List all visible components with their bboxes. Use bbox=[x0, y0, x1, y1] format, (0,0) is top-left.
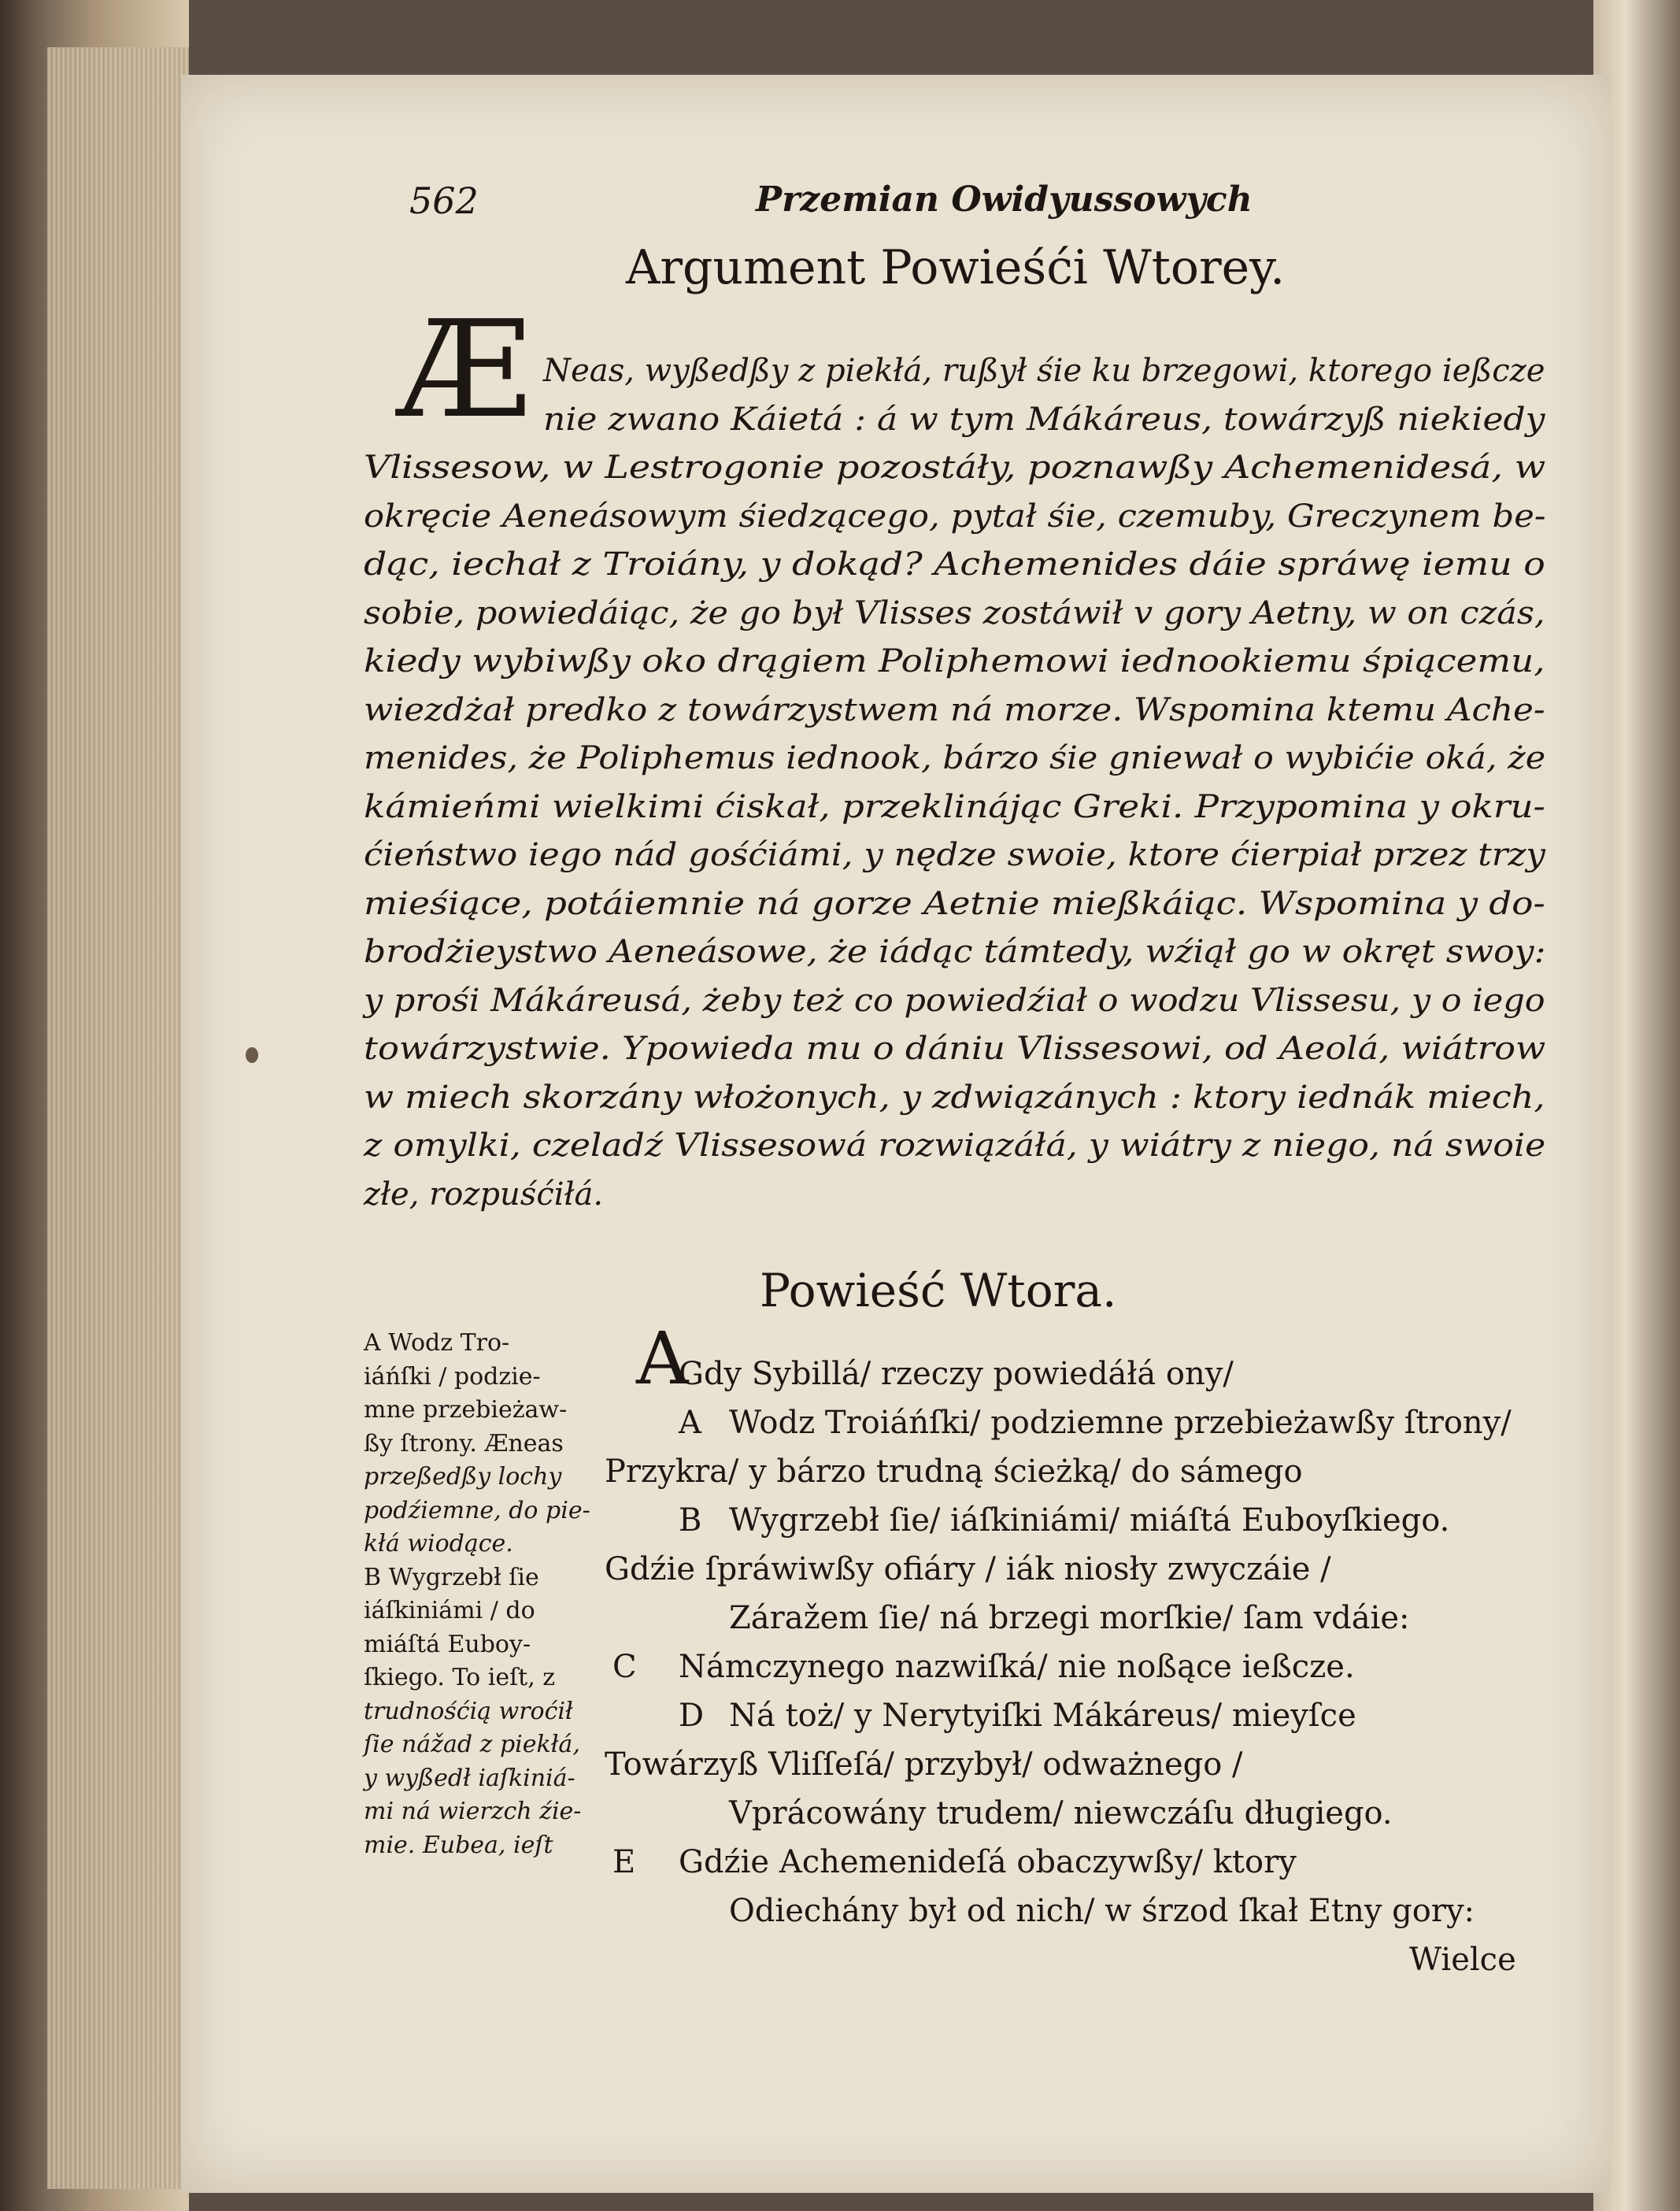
verse-line: Záražem ſie/ ná brzegi morſkie/ ſam vdáie: bbox=[729, 1600, 1410, 1636]
verse-line: Gdźie Achemenideſá obaczywßy/ ktory bbox=[679, 1844, 1297, 1880]
verse-line: Námczynego nazwiſká/ nie noßące ießcze. bbox=[679, 1649, 1355, 1685]
margin-note-line: ßy ſtrony. Æneas bbox=[364, 1429, 564, 1457]
verse-marker: D bbox=[679, 1698, 705, 1734]
margin-note-line: mie. Eubea, ieſt bbox=[364, 1831, 553, 1859]
verse-marker: A bbox=[679, 1405, 701, 1441]
argument-line: z omylki, czeladź Vlissesowá rozwiązáłá, y wiátry z niego, ná swoie bbox=[364, 1128, 1546, 1164]
margin-note-line: kłá wiodące. bbox=[364, 1530, 513, 1557]
verse-line: Ná toż/ y Nerytyiſki Mákáreus/ mieyſce bbox=[729, 1698, 1356, 1734]
running-head: Przemian Owidyussowych bbox=[756, 180, 1253, 220]
argument-drop-initial: Æ bbox=[398, 292, 532, 448]
argument-line: sobie, powiedáiąc, że go był Vlisses zostáwił v gory Aetny, w on czás, bbox=[364, 594, 1545, 631]
argument-line: ćieństwo iego nád gośćiámi, y nędze swoie, ktore ćierpiał przez trzy bbox=[364, 837, 1545, 873]
argument-line: menides, że Poliphemus iednook, bárzo śie gniewał o wybićie oká, że bbox=[364, 740, 1546, 776]
verse-marker: B bbox=[679, 1502, 702, 1539]
argument-line: kámieńmi wielkimi ćiskał, przeklinájąc Greki. Przypomina y okru- bbox=[364, 788, 1545, 825]
verse-line: Gdźie ſpráwiwßy ofiáry / iák niosły zwyczáie / bbox=[605, 1551, 1331, 1587]
margin-note-line: y wyßedł iaſkiniá- bbox=[364, 1764, 575, 1792]
margin-note-line: iáſkiniámi / do bbox=[364, 1597, 535, 1624]
verse-line: Przykra/ y bárzo trudną ścieżką/ do sámego bbox=[605, 1454, 1303, 1490]
argument-line: brodżieystwo Aeneásowe, że iádąc támtedy, wźiął go w okręt swoy: bbox=[364, 934, 1546, 970]
margin-note-line: podźiemne, do pie- bbox=[364, 1496, 590, 1524]
verse-line: Gdy Sybillá/ rzeczy powiedáłá ony/ bbox=[679, 1356, 1234, 1392]
stacked-page-edges bbox=[47, 47, 189, 2189]
margin-note-line: iáńſki / podzie- bbox=[364, 1362, 541, 1391]
argument-line: nie zwano Káietá : á w tym Mákáreus, towárzyß niekiedy bbox=[543, 401, 1545, 438]
margin-note-line: B Wygrzebł ſie bbox=[364, 1563, 539, 1591]
argument-line: dąc, iechał z Troiány, y dokąd? Achemenides dáie spráwę iemu o bbox=[364, 546, 1545, 583]
verse-line: Vprácowány trudem/ niewczáſu długiego. bbox=[729, 1795, 1393, 1831]
margin-note-line: A Wodz Tro- bbox=[364, 1329, 510, 1357]
verse-marker: C bbox=[612, 1649, 637, 1685]
ink-spot bbox=[246, 1047, 258, 1063]
margin-note-line: trudnośćią wroćił bbox=[364, 1697, 573, 1725]
verse-line: Towárzyß Vliſſeſá/ przybył/ odważnego / bbox=[605, 1746, 1243, 1783]
argument-line: towárzystwie. Ypowieda mu o dániu Vlissesowi, od Aeolá, wiátrow bbox=[364, 1031, 1546, 1067]
argument-line: mieśiące, potáiemnie ná gorze Aetnie mießkáiąc. Wspomina y do- bbox=[364, 885, 1545, 922]
poem-title: Powieść Wtora. bbox=[760, 1264, 1117, 1317]
argument-line: Neas, wyßedßy z piekłá, rußył śie ku brzegowi, ktorego ießcze bbox=[543, 353, 1545, 389]
argument-line: wiezdżał predko z towárzystwem ná morze. Wspomina ktemu Ache- bbox=[364, 691, 1545, 728]
argument-line: kiedy wybiwßy oko drągiem Poliphemowi iednookiemu śpiącemu, bbox=[364, 643, 1545, 680]
argument-line: okręcie Aeneásowym śiedzącego, pytał śie, czemuby, Greczynem be- bbox=[364, 498, 1546, 535]
argument-line: w miech skorzány włożonych, y zdwiązánych : ktory iednák miech, bbox=[364, 1079, 1545, 1116]
verse-line: Odiechány był od nich/ w śrzod ſkał Etny gory: bbox=[729, 1893, 1475, 1929]
argument-line: y prośi Mákáreusá, żeby też co powiedźiał o wodzu Vlissesu, y o iego bbox=[364, 982, 1545, 1019]
margin-note-line: ſkiego. To ieſt, z bbox=[364, 1664, 556, 1691]
verse-line: Wodz Troiáńſki/ podziemne przebieżawßy ſtrony/ bbox=[729, 1405, 1512, 1441]
verse-marker: E bbox=[612, 1844, 636, 1880]
margin-note-line: miáſtá Euboy- bbox=[364, 1630, 531, 1658]
margin-note-line: przeßedßy lochy bbox=[364, 1463, 562, 1491]
margin-note-line: mi ná wierzch źie- bbox=[364, 1798, 582, 1825]
catchword: Wielce bbox=[1409, 1942, 1516, 1978]
page-number: 562 bbox=[409, 180, 479, 222]
argument-line: Vlissesow, w Lestrogonie pozostáły, poznawßy Achemenidesá, w bbox=[364, 450, 1546, 486]
margin-note-line: mne przebieżaw- bbox=[364, 1396, 568, 1424]
poem-drop-initial: A bbox=[636, 1317, 689, 1401]
margin-note-line: ſie nážad z piekłá, bbox=[364, 1731, 580, 1758]
argument-line: złe, rozpuśćiłá. bbox=[364, 1176, 604, 1213]
argument-title: Argument Powieśći Wtorey. bbox=[626, 240, 1286, 295]
verse-line: Wygrzebł ſie/ iáſkiniámi/ miáſtá Euboyſkiego. bbox=[729, 1502, 1450, 1539]
